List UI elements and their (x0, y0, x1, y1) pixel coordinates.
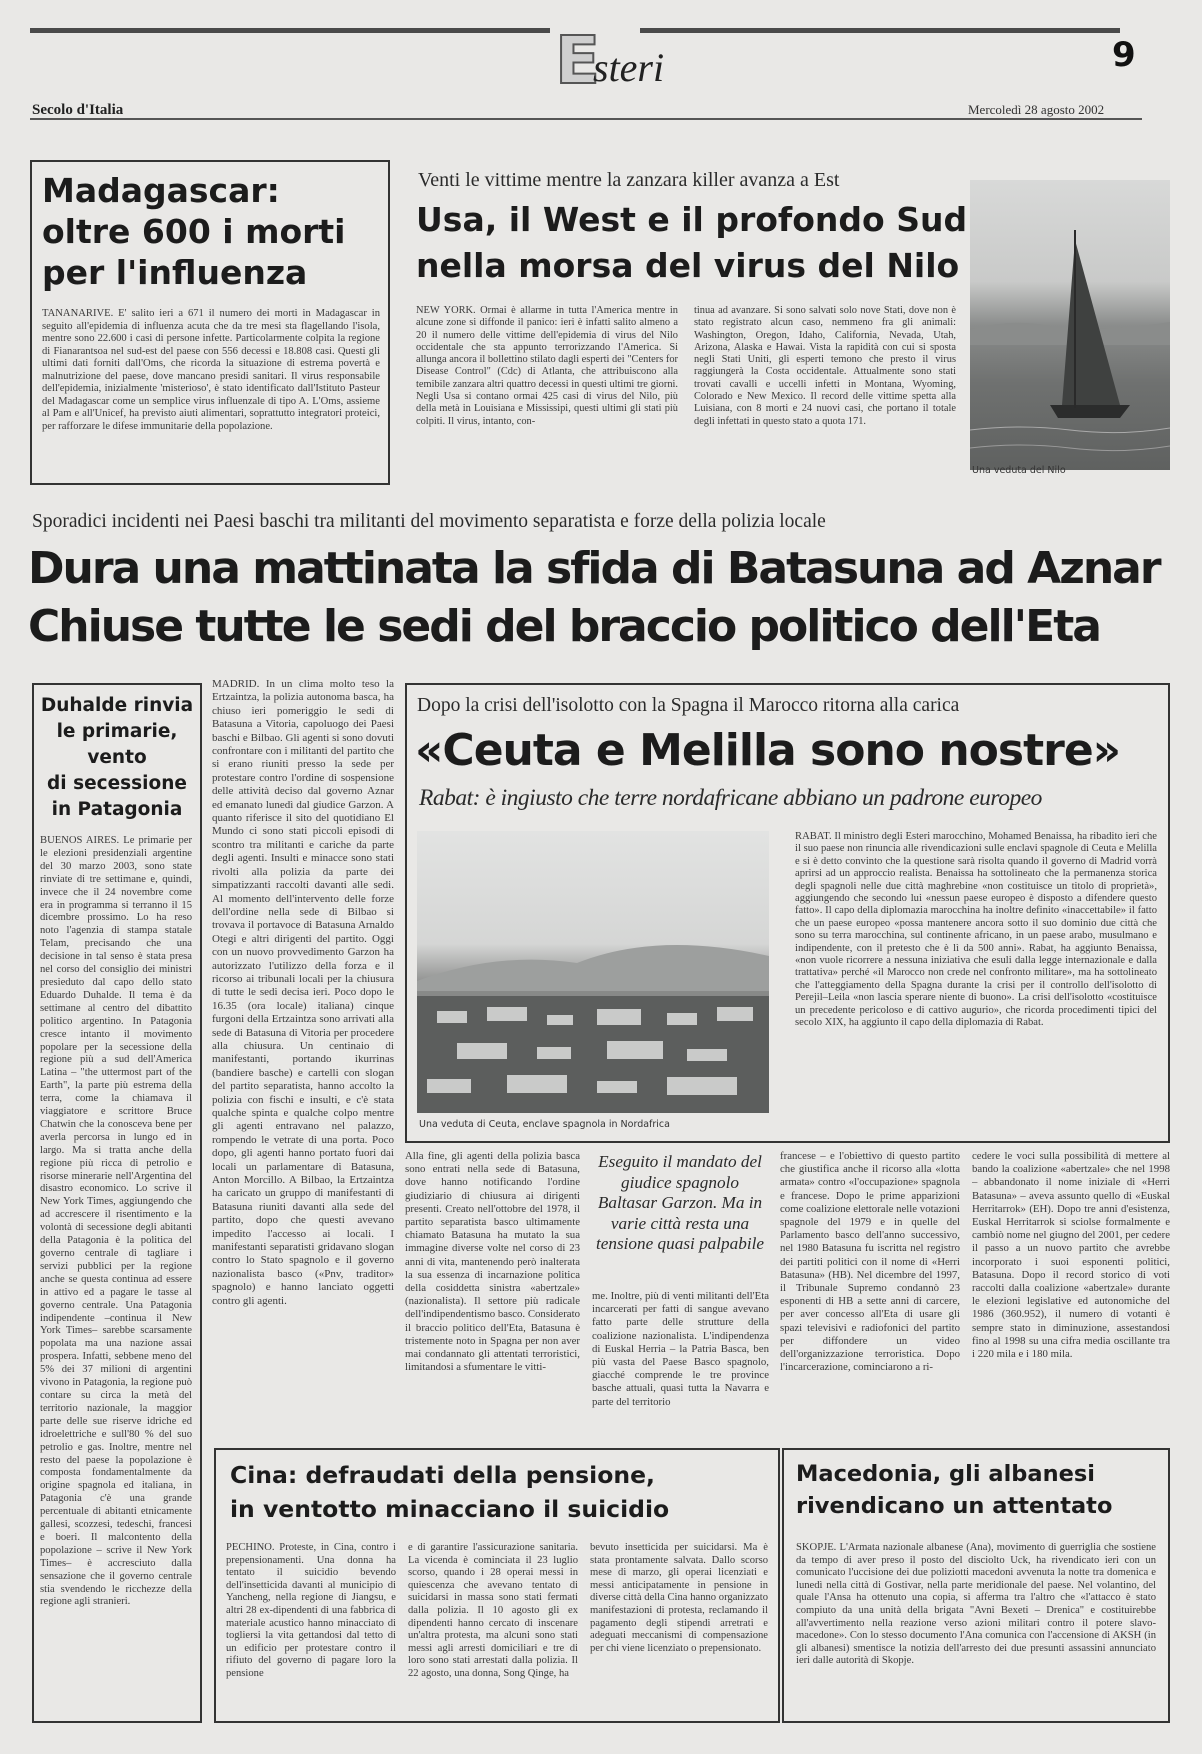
nile-photo-caption: Una veduta del Nilo (972, 465, 1066, 476)
cina-body-col2: e di garantire l'assicurazione sanitaria. La vicenda è cominciata il 23 luglio scorso, quando i 28 operai messi in quiescenza che avevano tentato di suicidarsi in massa sono stati fermati dalla polizia. Il 10 agosto gli ex dipendenti hanno cercato di inscenare un'altra protesta, ma alcuni sono stati messi agli arresti domiciliari e tre di loro sono stati arrestati dalla polizia. Il 22 agosto, una donna, Song Qinge, ha (408, 1542, 578, 1679)
duhalde-headline-line4: di secessione (47, 773, 187, 794)
masthead-rule-top-right (640, 28, 1120, 33)
issue-date: Mercoledì 28 agosto 2002 (968, 102, 1105, 117)
page-number: 9 (1112, 35, 1136, 75)
madagascar-headline-line3: per l'influenza (42, 253, 308, 292)
ceuta-photo-caption: Una veduta di Ceuta, enclave spagnola in Nordafrica (419, 1119, 670, 1130)
cina-body-col3: bevuto insetticida per suicidarsi. Ma è stata prontamente salvata. Dallo scorso mese di marzo, gli operai licenziati e messi anticipatamente in pensione in diverse città della Cina hanno organizzato manifestazioni di protesta, reclamando il pagamento degli stipendi arretrati e adeguati meccanismi di compensazione per chi viene licenziato o prepensionato. (590, 1542, 768, 1654)
batasuna-body-col3: me. Inoltre, più di venti militanti dell'Eta incarcerati per fatti di sangue avevano fatto parte delle strutture della coalizione nazionalista. L'indipendenza di Euskal Herria – la Patria Basca, ben più vasta del Paese Basco spagnolo, giacché comprende le tre province basche attuali, quasi tutta la Navarra e parte del territorio (592, 1290, 769, 1408)
masthead-rule-bottom (30, 118, 1142, 120)
madagascar-headline-line1: Madagascar: (42, 171, 280, 210)
section-letter: E (555, 22, 601, 99)
batasuna-headline-line1: Dura una mattinata la sfida di Batasuna ad Aznar (28, 543, 1160, 594)
masthead (30, 20, 1172, 120)
nile-photo (970, 180, 1170, 470)
section-name: steri (593, 45, 665, 90)
ceuta-body: RABAT. Il ministro degli Esteri marocchino, Mohamed Benaissa, ha ribadito ieri che il suo paese non rinuncia alle rivendicazioni sulle enclavi spagnole di Ceuta e Melilla e si è detto convinto che la questione sarà risolta quando il governo di Madrid vorrà aprirsi ad un approccio realista. Benaissa ha sottolineato che la permanenza storica degli spagnoli nelle due città maghrebine «non costituisce un titolo di proprietà», aggiungendo che secondo lui «nessun paese europeo è disposto a difendere questo fatto». Il capo della diplomazia marocchina ha inoltre definito «inaccettabile» il fatto che un paese europeo «possa mantenere ancora sotto il suo dominio due città che sono su terra marocchina, sul continente africano, in un paese arabo, musulmano e indipendente, con il pretesto che è lì da 500 anni». Rabat, ha aggiunto Benaissa, «non vuole ricorrere a nessuna iniziativa che esuli dalla legge internazionale e dalla trattativa» perché «il Marocco non crede nel confronto militare», ma ha sottolineato che l'atteggiamento della Spagna durante la crisi per il controllo dell'isolotto di Perejil–Leila «non lascia sperare niente di buono». La crisi dell'isolotto «costituisce un precedente pericoloso e di cattivo augurio», che ricorda procedimenti tipici del secolo XIX, ha aggiunto il capo della diplomazia di Rabat. (795, 831, 1157, 1029)
macedonia-headline-line2: rivendicano un attentato (796, 1493, 1113, 1519)
ceuta-city-illustration (417, 831, 769, 1113)
sailboat-illustration (970, 180, 1170, 470)
nilo-headline-line2: nella morsa del virus del Nilo (416, 246, 960, 285)
ceuta-subtitle: Rabat: è ingiusto che terre nordafricane abbiano un padrone europeo (419, 785, 1042, 811)
ceuta-article (405, 683, 1170, 1143)
batasuna-pullquote: Eseguito il mandato del giudice spagnolo Baltasar Garzon. Ma in varie città resta una tensione quasi palpabile (595, 1152, 765, 1253)
nilo-headline (416, 197, 976, 289)
nilo-body-col2: tinua ad avanzare. Si sono salvati solo nove Stati, dove non è stato registrato alcun caso, nemmeno fra gli animali: Washington, Oregon, Idaho, California, Nevada, Utah, Arizona, Alaska e Hawai. Vista la rapidità con cui si sposta negli Stati Uniti, gli esperti temono che presto il virus raggiungerà la Costa occidentale. Attualmente sono stati trovati cavalli e uccelli infetti in Montana, Wyoming, Colorado e New Mexico. Il record delle vittime spetta alla Luisiana, con 8 morti e 24 nuovi casi, che portano il totale degli infettati in questo stato a quota 171. (694, 305, 956, 427)
masthead-rule-top (30, 28, 550, 33)
batasuna-body-col5: cedere le voci sulla possibilità di mettere al bando la coalizione «abertzale» che nel 1998 – abbandonato il nome iniziale di «Herri Batasuna» – aveva assunto quello di «Euskal Herritarrok» (EH). Dopo tre anni d'esistenza, Euskal Herritarrok si sciolse formalmente e cambiò nome nel giugno del 2001, per cedere il passo a un nuovo partito che avrebbe incorporato i suoi esponenti politici, Batasuna. Dopo il record storico di voti raccolti dalla coalizione «abertzale» durante le elezioni legislative ed autonomiche del 1986 (360.952), il numero di votanti è sempre stato in diminuzione, assestandosi fino al 1998 su una cifra media oscillante tra i 220 mila e i 180 mila. (972, 1150, 1170, 1361)
batasuna-body-col2: Alla fine, gli agenti della polizia basca sono entrati nella sede di Batasuna, dove hanno notificando l'ordine giudiziario di chiusura ai dirigenti presenti. Creato nell'ottobre del 1978, il partito separatista basco ultimamente chiamato Batasuna ha mutato la sua immagine diverse volte nel corso di 23 anni di vita, mantenendo però inalterata la sua essenza di incarnazione politica della cosiddetta sinistra «abertzale» (nazionalista). Il settore più radicale dell'indipendentismo basco. Considerato il braccio politico dell'Eta, Batasuna è tristemente noto in Spagna per non aver mai condannato gli attentati terroristici, limitandosi a sfumentare le vitti- (405, 1150, 580, 1374)
ceuta-kicker: Dopo la crisi dell'isolotto con la Spagna il Marocco ritorna alla carica (417, 695, 960, 716)
madagascar-headline-line2: oltre 600 i morti (42, 212, 346, 251)
duhalde-headline-line5: in Patagonia (51, 799, 183, 820)
section-logo (555, 22, 695, 99)
macedonia-headline-line1: Macedonia, gli albanesi (796, 1461, 1095, 1487)
duhalde-body: BUENOS AIRES. Le primarie per le elezioni presidenziali argentine del 30 marzo 2003, sono state rinviate di tre settimane e, quindi, invece che il 24 novembre come era in programma si terranno il 15 dicembre prossimo. Lo ha reso noto l'agenzia di stampa statale Telam, precisando che una decisione in tal senso è stata presa nel corso del consiglio dei ministri presieduto dal capo dello stato Eduardo Duhalde. Il tema è da settimane al centro del dibattito politico argentino. In Patagonia cresce intanto il movimento popolare per la secessione della regione più a sud dell'America Latina – "the uttermost part of the Earth", la parte più estrema della terra, come la chiamava il viaggiatore e scrittore Bruce Chatwin che la conosceva bene per averla percorsa in lungo ed in largo. Ma si tratta anche della regione più ricca di petrolio e risorse minerarie nell'Argentina del disastro economico. Lo scrive il New York Times, aggiungendo che ad accrescere il risentimento e la volontà di secessione degli abitanti della Patagonia è la politica del governo centrale di tagliare i servizi pubblici per la regione anche se questa continua ad essere in attivo ed a pagare le tasse al governo centrale. Una Patagonia indipendente –continua il New York Times– sarebbe scarsamente popolata ma una nazione assai prospera. Infatti, sebbene meno del 5% dei 37 milioni di argentini vivono in Patagonia, la regione può contare su circa la metà del territorio nazionale, la maggior parte delle sue riserve idriche ed idroelettriche e sull'80 % del suo petrolio e gas. Inoltre, mentre nel resto del paese la popolazione è composta fondamentalmente da origine spagnola ed italiana, in Patagonia c'è una grande percentuale di abitanti etnicamente gallesi, scozzesi, tedeschi, francesi e boeri. Il malcontento della popolazione – scrive il New York Times– è accresciuto dalla sensazione che il governo centrale stia svendendo le ricchezze della regione agli stranieri. (40, 835, 192, 1608)
duhalde-article (32, 683, 202, 1723)
batasuna-headline-line2: Chiuse tutte le sedi del braccio politico dell'Eta (28, 601, 1100, 652)
madagascar-body: TANANARIVE. E' salito ieri a 671 il numero dei morti in Madagascar in seguito all'epidemia di influenza acuta che da tre mesi sta flagellando l'isola, mentre sono 22.600 i casi di persone infette. Particolarmente colpita la regione di Fianarantsoa nel sud-est del paese con 556 decessi e 18.808 casi. Questi gli ultimi dati forniti dall'Oms, che ricorda la situazione di estrema povertà e malnutrizione del paese, dove mancano presidi sanitari. Il virus responsabile dell'epidemia, inizialmente 'misterioso', è stato identificato dall'Istituto Pasteur del Madagascar come un semplice virus influenzale di tipo A. L'Oms, assieme al Pam e all'Unicef, ha previsto aiuti alimentari, soprattutto integratori proteici, per rafforzare le difese immunitarie della popolazione. (42, 308, 380, 432)
newspaper-name: Secolo d'Italia (32, 102, 124, 118)
cina-body-col1: PECHINO. Proteste, in Cina, contro i prepensionamenti. Una donna ha tentato il suicidio bevendo dell'insetticida davanti al municipio di Yancheng, nella regione di Jiangsu, e altri 28 ex-dipendenti di una fabbrica di materiale acustico hanno minacciato di togliersi la vita gettandosi dal tetto di un edificio per protestare contro il rifiuto del governo di pagare loro la pensione (226, 1542, 396, 1679)
ceuta-photo (417, 831, 769, 1113)
batasuna-body-col4: francese – e l'obiettivo di questo partito che giustifica anche il ricorso alla «lotta armata» contro «l'occupazione» spagnola e francese. Dopo le prime apparizioni come coalizione elettorale nelle votazioni spagnole del 1979 e in quelle del Parlamento basco dell'anno successivo, nel 1980 Batasuna fu iscritta nel registro dei partiti politici con il nome di «Herri Batasuna» (HB). Nel dicembre del 1997, il Tribunale Supremo condannò 23 esponenti di HB a sette anni di carcere, per aver concesso all'Eta di usare gli spazi televisivi e radiofonici del partito per diffondere un video dell'organizzazione terroristica. Dopo l'incarcerazione, cominciarono a ri- (780, 1150, 960, 1374)
cina-article (214, 1448, 780, 1723)
nilo-kicker: Venti le vittime mentre la zanzara killer avanza a Est (418, 169, 840, 191)
nilo-headline-line1: Usa, il West e il profondo Sud (416, 200, 968, 239)
macedonia-headline (796, 1458, 1112, 1522)
cina-headline-line2: in ventotto minacciano il suicidio (230, 1495, 670, 1523)
duhalde-headline (34, 693, 200, 823)
cina-headline (230, 1458, 669, 1526)
duhalde-headline-line2: le primarie, (56, 721, 178, 742)
nilo-body-col1: NEW YORK. Ormai è allarme in tutta l'America mentre in alcune zone si diffonde il panico: ieri è infatti salito almeno a 20 il numero delle vittime dell'epidemia di virus del Nilo occidentale che sta appunto terrorizzando l'America. Si allunga ancora il bollettino stilato dagli esperti dei "Centers for Disease Control" (Cdc) di Atlanta, che attribuiscono alla temibile zanzara altri quattro decessi in questi ultimi tre giorni. Negli Usa si contano ormai 425 casi di virus del Nilo, più della metà in Louisiana e Mississipi, questi ultimi gli stati più colpiti. Il virus, intanto, con- (416, 305, 678, 427)
madagascar-headline (42, 170, 382, 293)
batasuna-kicker: Sporadici incidenti nei Paesi baschi tra militanti del movimento separatista e forze della polizia locale (32, 511, 826, 532)
duhalde-headline-line1: Duhalde rinvia (40, 695, 194, 716)
macedonia-article (782, 1448, 1170, 1723)
ceuta-headline: «Ceuta e Melilla sono nostre» (415, 725, 1121, 776)
duhalde-headline-line3: vento (87, 747, 147, 768)
macedonia-body: SKOPJE. L'Armata nazionale albanese (Ana), movimento di guerriglia che sostiene da tempo di aver preso il posto del disciolto Uck, ha rivendicato ieri con un comunicato l'uccisione dei due poliziotti macedoni avvenuta la notte tra domenica e lunedì nella città di Gostivar, nella parte meridionale del paese. Nel volantino, del quale l'Ansa ha ottenuto una copia, si afferma tra l'altro che «l'attacco è stato compiuto da una unità della brigata "Avni Bexeti – Drenica" e costituirebbe all'avvertimento nella reazione verso azioni militari contro il potere slavo-macedone». Con lo stesso documento l'Ana comunica con l'accensione di AKSH (in gli albanesi) smentisce la notizia dell'arresto dei due presunti assassini annunciato ieri dalle autorità di Skopje. (796, 1542, 1156, 1667)
cina-headline-line1: Cina: defraudati della pensione, (230, 1461, 655, 1489)
batasuna-body-col1: MADRID. In un clima molto teso la Ertzaintza, la polizia autonoma basca, ha chiuso ieri pomeriggio le sedi di Batasuna a Vitoria, capoluogo dei Paesi baschi e Bilbao. Gli agenti si sono dovuti confrontare con i militanti del partito che si erano riuniti presso la sede per protestare contro l'ordine di sospensione delle attività deciso dal governo Aznar ed emanato lunedì dal giudice Garzon. A quanto riferisce il sito del quotidiano El Mundo ci sono stati piccoli episodi di scontro tra militanti e cariche da parte degli agenti. Insulti e minacce sono stati rivolti alla polizia da parte dei simpatizzanti raccolti davanti alle sedi. Al momento dell'intervento delle forze dell'ordine nella sede di Bilbao si trovava il portavoce di Batasuna Arnaldo Otegi e altri dirigenti del partito. Oggi con un nuovo provvedimento Garzon ha autorizzato l'utilizzo della forza e il ricorso ai tribunali locali per la chiusura di tutte le sedi decisa ieri. Poco dopo le 16.35 (ora locale) italiana) cinque furgoni della Ertzaintza sono arrivati alla sede di Batasuna di Vitoria per procedere alla chiusura. Un centinaio di manifestanti, portando ikurrinas (bandiere basche) e cartelli con slogan del partito separatista, hanno accolto la polizia con fischi e insulti, e c'è stata qualche spinta e qualche colpo mentre gli agenti entravano nel palazzo, rompendo le vetrate di una porta. Poco dopo, gli agenti hanno portato fuori dai locali un parlamentare di Batasuna, Anton Morcillo. A Bilbao, la Ertzaintza ha caricato un gruppo di manifestanti di Batasuna riuniti davanti alla sede del partito, dopo che questi avevano impedito l'accesso ai locali. I manifestanti separatisti gridavano slogan contro lo Stato spagnolo e il governo nazionalista basco («Pnv, traditor» spagnolo) e hanno lanciato oggetti contro gli agenti. (212, 678, 394, 1307)
nilo-article (410, 165, 1175, 495)
madagascar-article (30, 160, 390, 485)
batasuna-headline (28, 540, 1160, 656)
